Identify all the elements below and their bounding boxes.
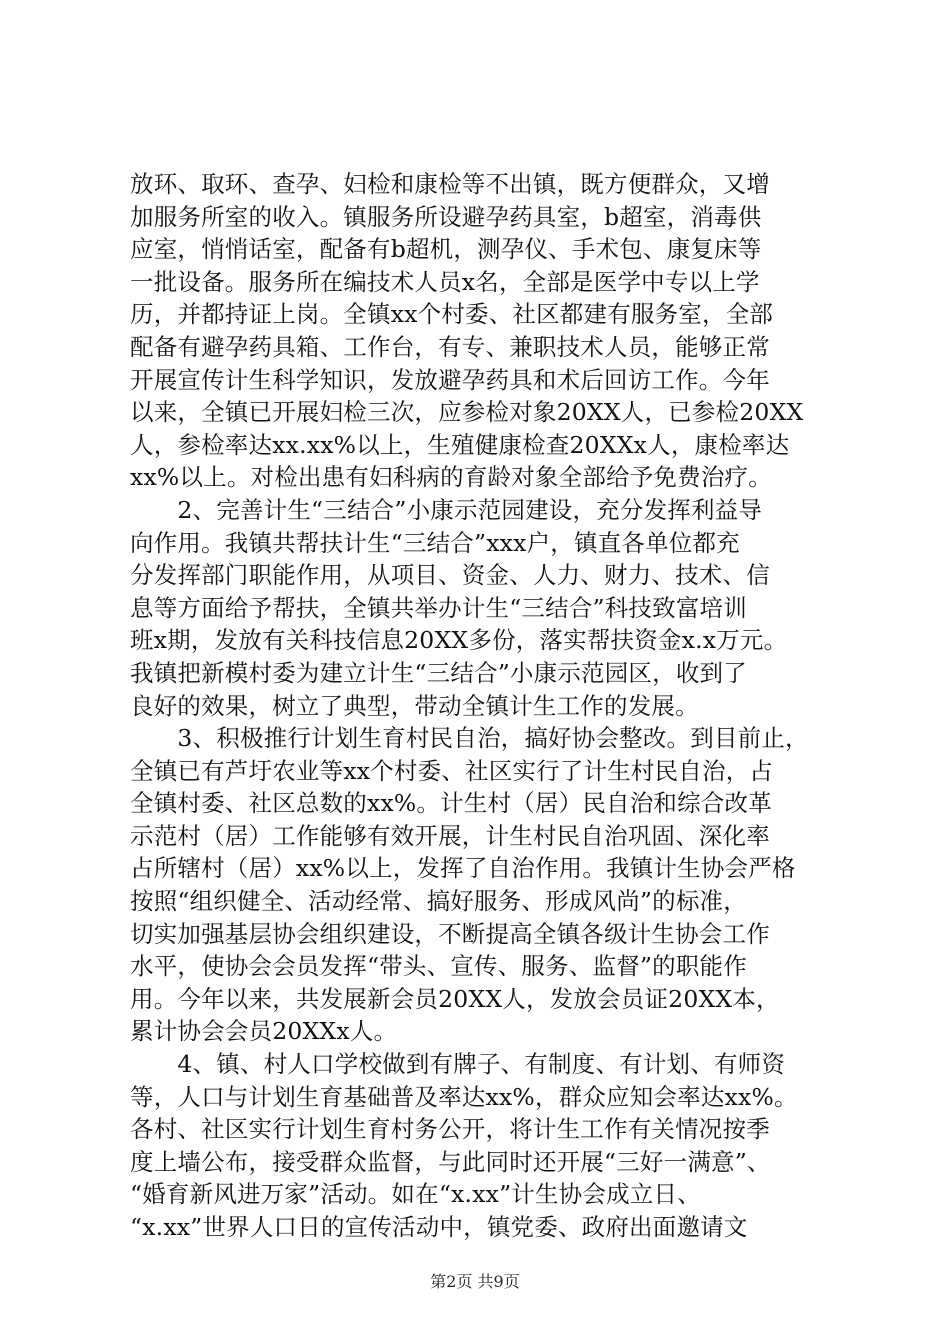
text-line: 全镇已有芦圩农业等xx个村委、社区实行了计生村民自治，占 (130, 756, 774, 785)
text-line: 良好的效果，树立了典型，带动全镇计生工作的发展。 (130, 691, 699, 720)
text-line: 放环、取环、查孕、妇检和康检等不出镇，既方便群众，又增 (130, 170, 770, 198)
text-line: 加服务所室的收入。镇服务所设避孕药具室，b超室，消毒供 (130, 202, 762, 231)
text-line: 一批设备。服务所在编技术人员x名，全部是医学中专以上学 (130, 267, 760, 296)
paragraph-4-start: 4、镇、村人口学校做到有牌子、有制度、有计划、有师资 (130, 1050, 786, 1079)
text-line: 班x期，发放有关科技信息20XX多份，落实帮扶资金x.x万元。 (130, 626, 788, 655)
text-line: 人，参检率达xx.xx%以上，生殖健康检查20XXx人，康检率达 (130, 430, 790, 459)
text-line: 息等方面给予帮扶，全镇共举办计生“三结合”科技致富培训 (130, 593, 747, 622)
text-line: 占所辖村（居）xx%以上，发挥了自治作用。我镇计生协会严格 (130, 854, 796, 883)
text-line: 全镇村委、社区总数的xx%。计生村（居）民自治和综合改革 (130, 789, 772, 818)
paragraph-2-start: 2、完善计生“三结合”小康示范园建设，充分发挥利益导 (130, 495, 763, 524)
page-footer: 第2页 共9页 (430, 1272, 520, 1291)
text-line: 度上墙公布，接受群众监督，与此同时还开展“三好一满意”、 (130, 1147, 771, 1176)
text-line: 配备有避孕药具箱、工作台，有专、兼职技术人员，能够正常 (130, 332, 770, 361)
body-text (130, 168, 830, 1244)
text-line: 累计协会会员20XXx人。 (130, 1017, 398, 1046)
text-line: “婚育新风进万家”活动。如在“x.xx”计生协会成立日、 (130, 1180, 701, 1209)
paragraph-3-start: 3、积极推行计划生育村民自治，搞好协会整改。到目前止， (130, 724, 809, 753)
text-line: 切实加强基层协会组织建设，不断提高全镇各级计生协会工作 (130, 919, 770, 948)
text-line: 开展宣传计生科学知识，发放避孕药具和术后回访工作。今年 (130, 365, 770, 394)
text-line: 向作用。我镇共帮扶计生“三结合”xxx户，镇直各单位都充 (130, 528, 740, 557)
text-line: 等，人口与计划生育基础普及率达xx%，群众应知会率达xx%。 (130, 1082, 798, 1111)
text-line: 历，并都持证上岗。全镇xx个村委、社区都建有服务室，全部 (130, 300, 774, 329)
text-line: 按照“组织健全、活动经常、搞好服务、形成风尚”的标准， (130, 887, 747, 916)
text-line: xx%以上。对检出患有妇科病的育龄对象全部给予免费治疗。 (130, 463, 772, 492)
text-line: 示范村（居）工作能够有效开展，计生村民自治巩固、深化率 (130, 821, 770, 850)
text-line: 分发挥部门职能作用，从项目、资金、人力、财力、技术、信 (130, 561, 770, 590)
text-line: 水平，使协会会员发挥“带头、宣传、服务、监督”的职能作 (130, 952, 747, 981)
text-line: 我镇把新模村委为建立计生“三结合”小康示范园区，收到了 (130, 658, 747, 687)
text-line: 各村、社区实行计划生育村务公开，将计生工作有关情况按季 (130, 1115, 770, 1144)
text-line: 以来，全镇已开展妇检三次，应参检对象20XX人，已参检20XX (130, 398, 804, 427)
text-line: “x.xx”世界人口日的宣传活动中，镇党委、政府出面邀请文 (130, 1213, 748, 1241)
text-line: 应室，悄悄话室，配备有b超机，测孕仪、手术包、康复床等 (130, 235, 762, 264)
text-line: 用。今年以来，共发展新会员20XX人，发放会员证20XX本， (130, 984, 780, 1013)
